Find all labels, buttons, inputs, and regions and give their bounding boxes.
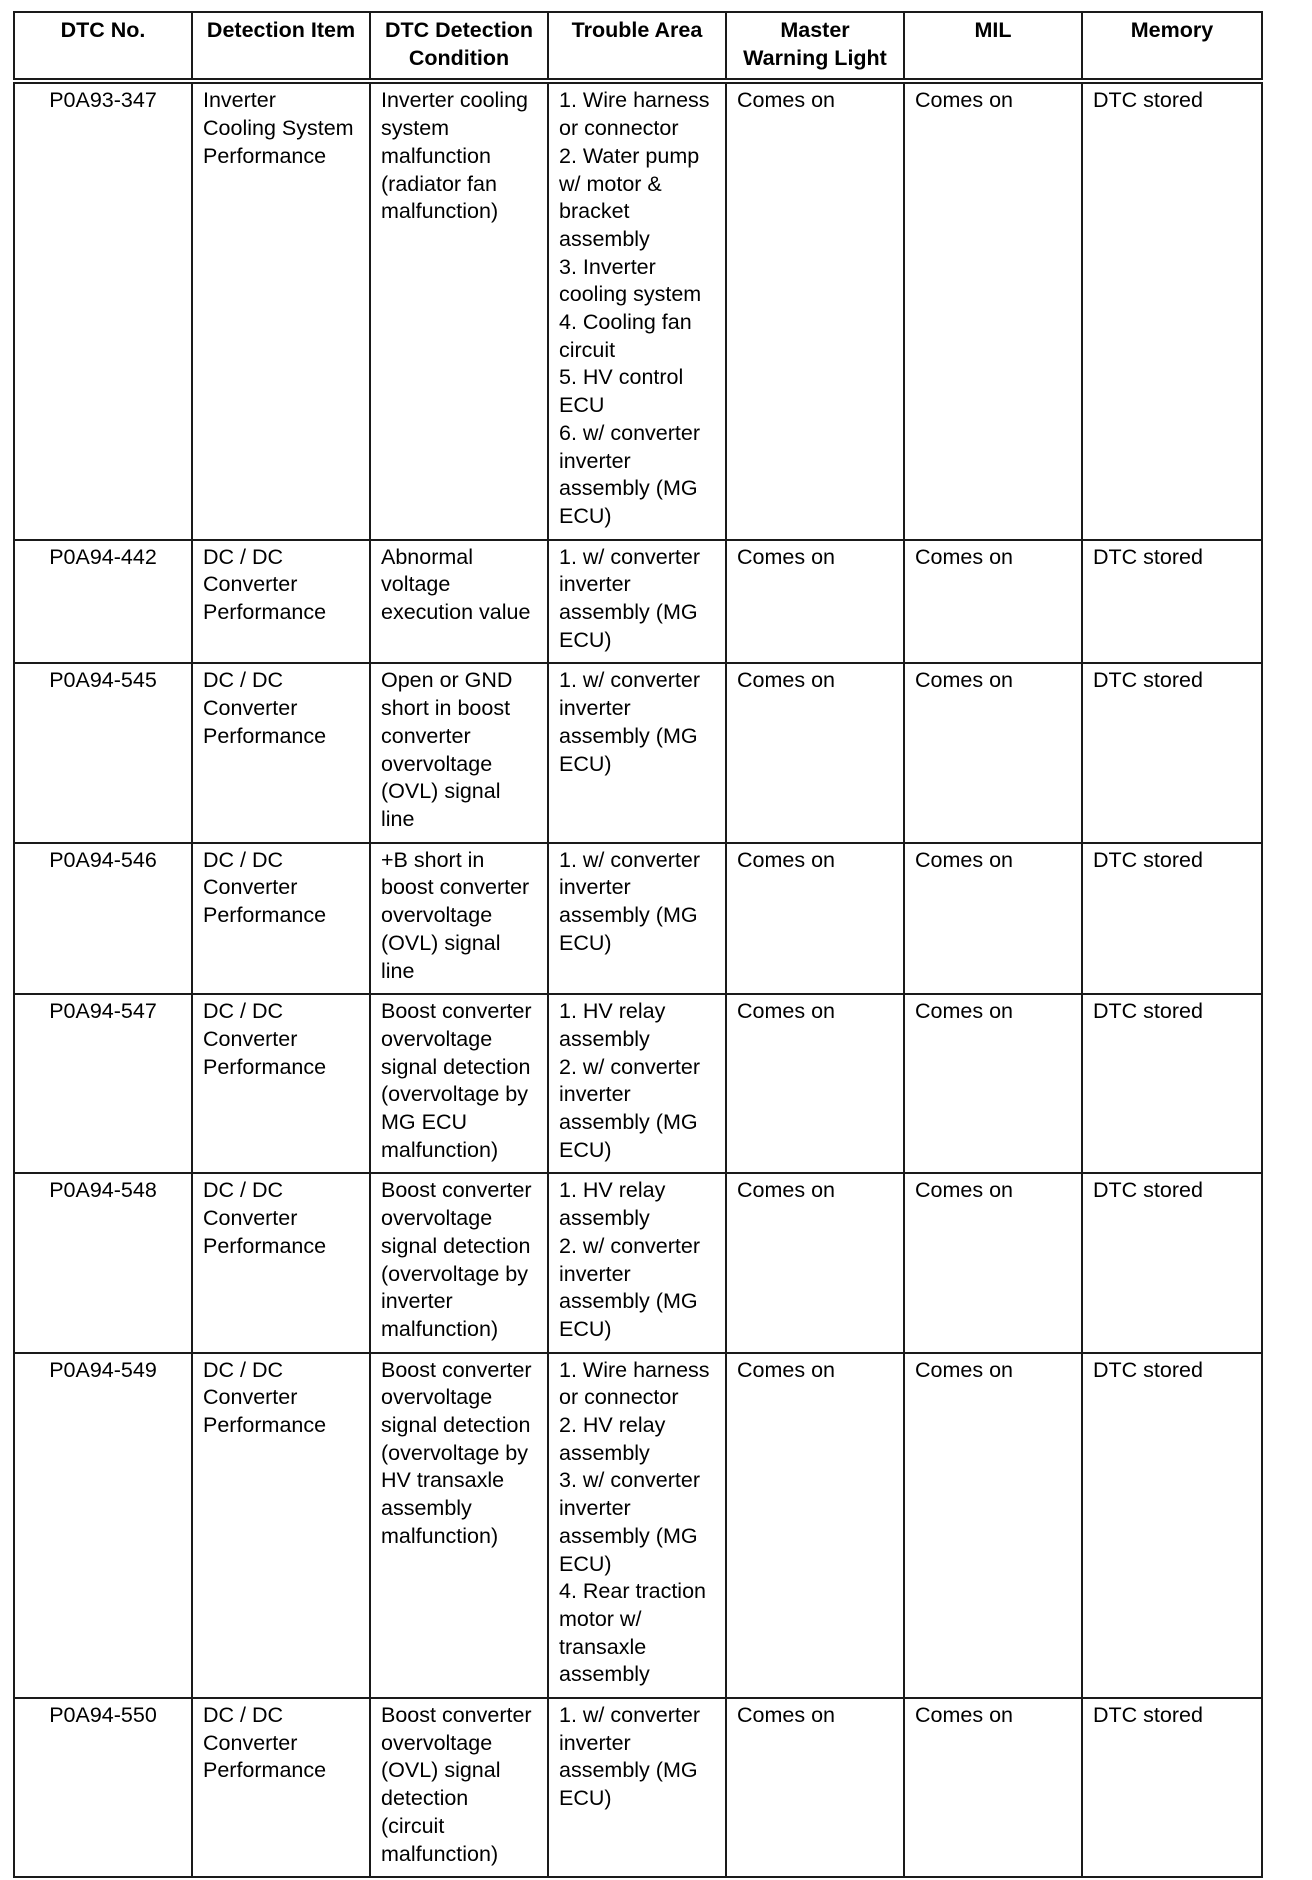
cell-line: (OVL) signal — [381, 779, 501, 804]
memory-cell: DTC stored — [1082, 1353, 1262, 1698]
dtc-table — [13, 11, 1263, 1878]
cell-line: 1. w/ converter — [559, 847, 700, 872]
cell-line: overvoltage — [381, 1026, 493, 1051]
memory-cell: DTC stored — [1082, 843, 1262, 995]
trouble-area-cell — [548, 843, 726, 995]
cell-line: converter — [381, 723, 471, 748]
cell-line: Converter — [203, 1385, 298, 1410]
master-warning-cell: Comes on — [726, 663, 904, 842]
dtc-code-cell: P0A94-549 — [14, 1353, 192, 1698]
header-row — [14, 12, 1262, 81]
cell-line: system — [381, 116, 450, 141]
cell-line: inverter — [559, 448, 631, 473]
cell-line: 2. Water pump — [559, 143, 700, 168]
cell-line: (overvoltage by — [381, 1440, 528, 1465]
dtc-code-cell: P0A94-442 — [14, 540, 192, 664]
cell-line: 1. w/ converter — [559, 544, 700, 569]
cell-line: Performance — [203, 1413, 327, 1438]
table-body — [14, 81, 1262, 1877]
cell-line: inverter — [559, 696, 631, 721]
cell-line: 1. HV relay — [559, 999, 666, 1024]
header-dtc-no: DTC No. — [14, 12, 192, 81]
detection-item-cell — [192, 994, 370, 1173]
cell-line: 4. Rear traction — [559, 1579, 706, 1604]
cell-line: Converter — [203, 572, 298, 597]
cell-line: circuit — [559, 337, 616, 362]
cell-line: w/ motor & — [559, 171, 662, 196]
header-mil: MIL — [904, 12, 1082, 81]
cell-line: 5. HV control — [559, 365, 684, 390]
detection-condition-cell — [370, 994, 548, 1173]
cell-line: cooling system — [559, 282, 702, 307]
cell-line: overvoltage — [381, 751, 493, 776]
cell-line: assembly — [559, 1026, 650, 1051]
cell-line: DC / DC — [203, 1178, 284, 1203]
header-master-warning-light — [726, 12, 904, 81]
memory-cell: DTC stored — [1082, 994, 1262, 1173]
detection-item-cell — [192, 663, 370, 842]
cell-line: HV transaxle — [381, 1468, 505, 1493]
cell-line: assembly (MG — [559, 476, 698, 501]
master-warning-cell: Comes on — [726, 81, 904, 539]
header-line: Warning Light — [743, 45, 887, 70]
detection-condition-cell — [370, 540, 548, 664]
header-line: Condition — [408, 45, 510, 70]
table-row — [14, 994, 1262, 1173]
cell-line: Performance — [203, 723, 327, 748]
cell-line: DC / DC — [203, 1703, 284, 1728]
cell-line: or connector — [559, 116, 679, 141]
cell-line: 1. HV relay — [559, 1178, 666, 1203]
cell-line: assembly — [381, 1496, 472, 1521]
cell-line: transaxle — [559, 1634, 647, 1659]
cell-line: Inverter cooling — [381, 88, 528, 113]
master-warning-cell: Comes on — [726, 1698, 904, 1877]
detection-item-cell — [192, 1173, 370, 1352]
header-detection-item: Detection Item — [192, 12, 370, 81]
dtc-code-cell: P0A94-545 — [14, 663, 192, 842]
cell-line: ECU) — [559, 1551, 612, 1576]
cell-line: Boost converter — [381, 999, 532, 1024]
dtc-code-cell: P0A94-547 — [14, 994, 192, 1173]
cell-line: 6. w/ converter — [559, 420, 700, 445]
mil-cell: Comes on — [904, 1698, 1082, 1877]
cell-line: Open or GND — [381, 668, 513, 693]
table-row — [14, 1173, 1262, 1352]
cell-line: inverter — [559, 1082, 631, 1107]
cell-line: line — [381, 958, 415, 983]
cell-line: malfunction) — [381, 199, 499, 224]
header-line: Master — [780, 18, 850, 42]
cell-line: or connector — [559, 1385, 679, 1410]
mil-cell: Comes on — [904, 1353, 1082, 1698]
detection-condition-cell — [370, 843, 548, 995]
cell-line: 2. w/ converter — [559, 1233, 700, 1258]
trouble-area-cell — [548, 663, 726, 842]
cell-line: signal detection — [381, 1054, 531, 1079]
header-line: DTC Detection — [384, 18, 534, 42]
memory-cell: DTC stored — [1082, 81, 1262, 539]
cell-line: malfunction — [381, 143, 491, 168]
detection-condition-cell — [370, 81, 548, 539]
detection-condition-cell — [370, 1353, 548, 1698]
cell-line: malfunction) — [381, 1316, 499, 1341]
cell-line: overvoltage — [381, 1206, 493, 1231]
trouble-area-cell — [548, 994, 726, 1173]
memory-cell: DTC stored — [1082, 1173, 1262, 1352]
master-warning-cell: Comes on — [726, 994, 904, 1173]
cell-line: malfunction) — [381, 1841, 499, 1866]
cell-line: Abnormal — [381, 544, 474, 569]
cell-line: DC / DC — [203, 1357, 284, 1382]
cell-line: ECU) — [559, 503, 612, 528]
cell-line: 1. w/ converter — [559, 1703, 700, 1728]
header-memory: Memory — [1082, 12, 1262, 81]
table-row — [14, 540, 1262, 664]
cell-line: (OVL) signal — [381, 930, 501, 955]
dtc-code-cell: P0A94-548 — [14, 1173, 192, 1352]
cell-line: assembly — [559, 226, 650, 251]
cell-line: Boost converter — [381, 1357, 532, 1382]
cell-line: detection — [381, 1786, 469, 1811]
detection-item-cell — [192, 1698, 370, 1877]
cell-line: boost converter — [381, 875, 530, 900]
trouble-area-cell — [548, 81, 726, 539]
cell-line: assembly (MG — [559, 723, 698, 748]
memory-cell: DTC stored — [1082, 540, 1262, 664]
cell-line: +B short in — [381, 847, 485, 872]
cell-line: malfunction) — [381, 1137, 499, 1162]
cell-line: Performance — [203, 1758, 327, 1783]
cell-line: assembly (MG — [559, 1110, 698, 1135]
cell-line: inverter — [559, 875, 631, 900]
cell-line: 3. Inverter — [559, 254, 656, 279]
cell-line: inverter — [559, 572, 631, 597]
cell-line: voltage — [381, 572, 451, 597]
cell-line: 3. w/ converter — [559, 1468, 700, 1493]
cell-line: line — [381, 806, 415, 831]
cell-line: inverter — [559, 1730, 631, 1755]
cell-line: DC / DC — [203, 999, 284, 1024]
mil-cell: Comes on — [904, 663, 1082, 842]
cell-line: 1. Wire harness — [559, 1357, 710, 1382]
cell-line: ECU) — [559, 1137, 612, 1162]
memory-cell: DTC stored — [1082, 1698, 1262, 1877]
cell-line: Performance — [203, 600, 327, 625]
detection-item-cell — [192, 81, 370, 539]
cell-line: Performance — [203, 1054, 327, 1079]
trouble-area-cell — [548, 1173, 726, 1352]
cell-line: (radiator fan — [381, 171, 497, 196]
cell-line: 2. w/ converter — [559, 1054, 700, 1079]
cell-line: Boost converter — [381, 1178, 532, 1203]
table-header — [14, 12, 1262, 81]
trouble-area-cell — [548, 540, 726, 664]
cell-line: 1. w/ converter — [559, 668, 700, 693]
cell-line: (circuit — [381, 1813, 445, 1838]
cell-line: Performance — [203, 143, 327, 168]
cell-line: inverter — [559, 1496, 631, 1521]
cell-line: Boost converter — [381, 1703, 532, 1728]
master-warning-cell: Comes on — [726, 540, 904, 664]
cell-line: (OVL) signal — [381, 1758, 501, 1783]
master-warning-cell: Comes on — [726, 843, 904, 995]
cell-line: 4. Cooling fan — [559, 310, 692, 335]
detection-item-cell — [192, 1353, 370, 1698]
mil-cell: Comes on — [904, 1173, 1082, 1352]
cell-line: inverter — [381, 1289, 453, 1314]
cell-line: 1. Wire harness — [559, 88, 710, 113]
table-row — [14, 843, 1262, 995]
cell-line: overvoltage — [381, 1385, 493, 1410]
cell-line: Inverter — [203, 88, 276, 113]
cell-line: Converter — [203, 696, 298, 721]
cell-line: DC / DC — [203, 668, 284, 693]
cell-line: motor w/ — [559, 1606, 642, 1631]
mil-cell: Comes on — [904, 994, 1082, 1173]
trouble-area-cell — [548, 1698, 726, 1877]
header-dtc-detection-condition — [370, 12, 548, 81]
cell-line: malfunction) — [381, 1523, 499, 1548]
detection-item-cell — [192, 540, 370, 664]
detection-condition-cell — [370, 1698, 548, 1877]
cell-line: assembly — [559, 1206, 650, 1231]
mil-cell: Comes on — [904, 843, 1082, 995]
detection-item-cell — [192, 843, 370, 995]
mil-cell: Comes on — [904, 81, 1082, 539]
cell-line: Performance — [203, 1233, 327, 1258]
cell-line: assembly (MG — [559, 903, 698, 928]
cell-line: ECU) — [559, 751, 612, 776]
cell-line: (overvoltage by — [381, 1082, 528, 1107]
cell-line: assembly — [559, 1440, 650, 1465]
dtc-code-cell: P0A93-347 — [14, 81, 192, 539]
table-row — [14, 1698, 1262, 1877]
table-row — [14, 1353, 1262, 1698]
cell-line: Cooling System — [203, 116, 354, 141]
cell-line: overvoltage — [381, 903, 493, 928]
master-warning-cell: Comes on — [726, 1173, 904, 1352]
mil-cell: Comes on — [904, 540, 1082, 664]
dtc-code-cell: P0A94-546 — [14, 843, 192, 995]
dtc-code-cell: P0A94-550 — [14, 1698, 192, 1877]
cell-line: 2. HV relay — [559, 1413, 666, 1438]
cell-line: signal detection — [381, 1233, 531, 1258]
cell-line: signal detection — [381, 1413, 531, 1438]
trouble-area-cell — [548, 1353, 726, 1698]
cell-line: ECU) — [559, 930, 612, 955]
cell-line: ECU — [559, 393, 605, 418]
cell-line: MG ECU — [381, 1110, 467, 1135]
cell-line: ECU) — [559, 1316, 612, 1341]
detection-condition-cell — [370, 663, 548, 842]
cell-line: bracket — [559, 199, 630, 224]
cell-line: DC / DC — [203, 544, 284, 569]
cell-line: ECU) — [559, 627, 612, 652]
cell-line: Converter — [203, 1206, 298, 1231]
table-row — [14, 663, 1262, 842]
cell-line: DC / DC — [203, 847, 284, 872]
cell-line: (overvoltage by — [381, 1261, 528, 1286]
cell-line: Converter — [203, 1026, 298, 1051]
cell-line: assembly (MG — [559, 1289, 698, 1314]
cell-line: assembly (MG — [559, 1758, 698, 1783]
cell-line: Converter — [203, 875, 298, 900]
header-trouble-area: Trouble Area — [548, 12, 726, 81]
cell-line: Performance — [203, 903, 327, 928]
cell-line: overvoltage — [381, 1730, 493, 1755]
cell-line: Converter — [203, 1730, 298, 1755]
master-warning-cell: Comes on — [726, 1353, 904, 1698]
cell-line: assembly — [559, 1662, 650, 1687]
cell-line: assembly (MG — [559, 1523, 698, 1548]
table-row — [14, 81, 1262, 539]
memory-cell: DTC stored — [1082, 663, 1262, 842]
cell-line: ECU) — [559, 1786, 612, 1811]
detection-condition-cell — [370, 1173, 548, 1352]
cell-line: short in boost — [381, 696, 511, 721]
cell-line: inverter — [559, 1261, 631, 1286]
cell-line: execution value — [381, 600, 531, 625]
cell-line: assembly (MG — [559, 600, 698, 625]
